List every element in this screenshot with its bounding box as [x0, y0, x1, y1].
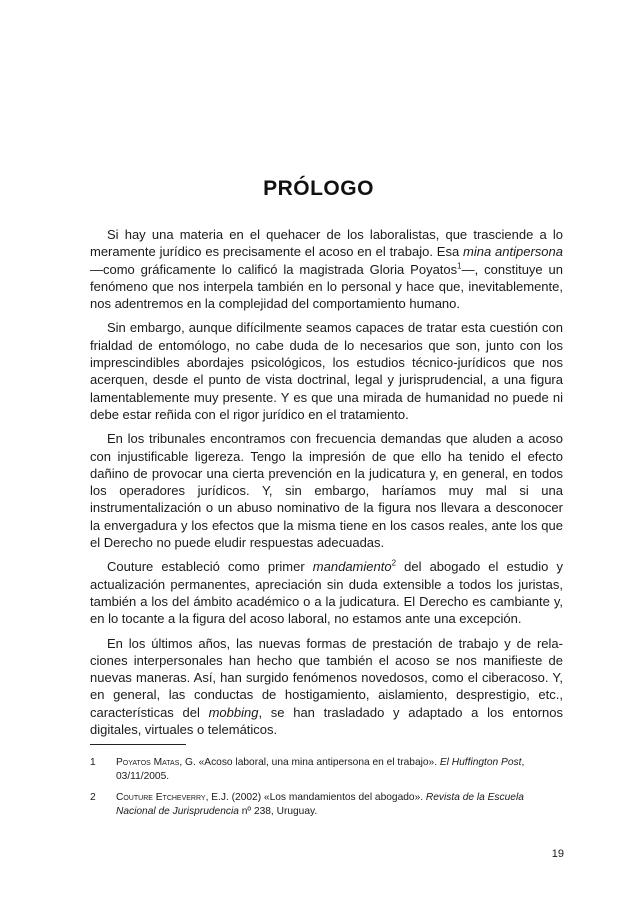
paragraph-1-text-d: —, constituye un fenómeno que nos interpela también en lo personal y hace que, inevitablemente, nos adentremos en la complejidad del comportamiento humano.: [90, 261, 564, 312]
paragraph-4: [90, 558, 563, 627]
footnote-2: [90, 791, 563, 819]
paragraph-4-text-a: Couture estableció como primer: [107, 559, 313, 575]
footnote-source: Revista de la Escuela Nacional de Jurisprudencia: [116, 792, 524, 817]
footnote-tail: nº 238, Uruguay.: [238, 806, 318, 817]
footnote-1: [90, 756, 563, 784]
footnote-ref-2: 2: [391, 559, 397, 569]
page-number: 19: [551, 848, 564, 860]
paragraph-5-text-a: En los últimos años, las nuevas formas de prestación de trabajo y de relaciones interpersonales han hecho que también el acoso se nos manifieste de nuevas maneras. Así, han surgido fenómenos novedosos, como el ciberacoso. Y, en general, las conductas de hostigamiento, aislamiento, desprestigio, etc., características del: [90, 635, 563, 720]
footnote-author: Poyatos Matas: [116, 757, 180, 768]
paragraph-3: En los tribunales encontramos con frecuencia demandas que aluden a acoso con injustificable ligereza. Tengo la impresión de que ello ha tenido el efecto dañino de provocar una cierta prevención en la judicatura y, en general, en todos los operadores jurídicos. Y, sin embargo, haríamos muy mal si una instrumentalización o un abuso nominativo de la figura nos llevara a desconocer la envergadura y los efectos que la misma tiene en los casos reales, ante los que el Derecho no puede eludir respuestas adecuadas.: [90, 431, 563, 551]
paragraph-1-text-a: Si hay una materia en el quehacer de los laboralistas, que trasciende a lo meramente jurídico es precisamente el acoso en el trabajo. Esa: [90, 227, 563, 260]
footnote-tail: , 03/11/2005.: [116, 757, 525, 782]
footnote-number: 2: [90, 792, 96, 803]
paragraph-2: Sin embargo, aunque difícilmente seamos capaces de tratar esta cuestión con frialdad de entomólogo, no cabe duda de lo necesarios que son, junto con los imprescindibles abordajes psicológicos, los estudios técnico-jurídicos que nos acerquen, desde el punto de vista doctrinal, legal y jurisprudencial, a una figura lamentablemente muy presente. Y es que una mirada de humanidad no puede ni debe estar reñida con el rigor jurídico en el tratamiento.: [90, 320, 563, 422]
footnote-divider: [90, 744, 186, 745]
paragraph-5: [90, 635, 563, 739]
paragraph-1-text-c: —como gráficamente lo calificó la magistrada Gloria Poyatos: [90, 261, 458, 277]
footnotes: [90, 756, 563, 826]
page-title: PRÓLOGO: [263, 177, 374, 201]
paragraph-4-italic: mandamiento: [312, 559, 392, 575]
footnote-text: , E.J. (2002) «Los mandamientos del abogado».: [205, 792, 426, 803]
paragraph-5-text-c: , se han trasladado y adaptado a los entornos digitales, virtuales o telemáticos.: [90, 704, 564, 738]
paragraph-5-italic: mobbing: [208, 704, 259, 720]
paragraph-1-italic: mina antipersona: [463, 244, 563, 260]
paragraph-4-text-c: del abogado el estudio y actualización permanentes, apreciación sin duda extensible a todos los juristas, también a los del ámbito académico o a la judicatura. El Derecho es cambiante y, en lo tocante a la figura del acoso laboral, no estamos ante una excepción.: [90, 559, 563, 627]
footnote-number: 1: [90, 757, 96, 768]
footnote-author: Couture Etcheverry: [116, 792, 206, 803]
paragraph-1: [90, 226, 563, 312]
footnote-source: El Huffington Post: [439, 757, 522, 768]
prologue-body: [90, 226, 563, 738]
footnote-text: , G. «Acoso laboral, una mina antipersona en el trabajo».: [179, 757, 440, 768]
footnote-ref-1: 1: [457, 261, 462, 271]
